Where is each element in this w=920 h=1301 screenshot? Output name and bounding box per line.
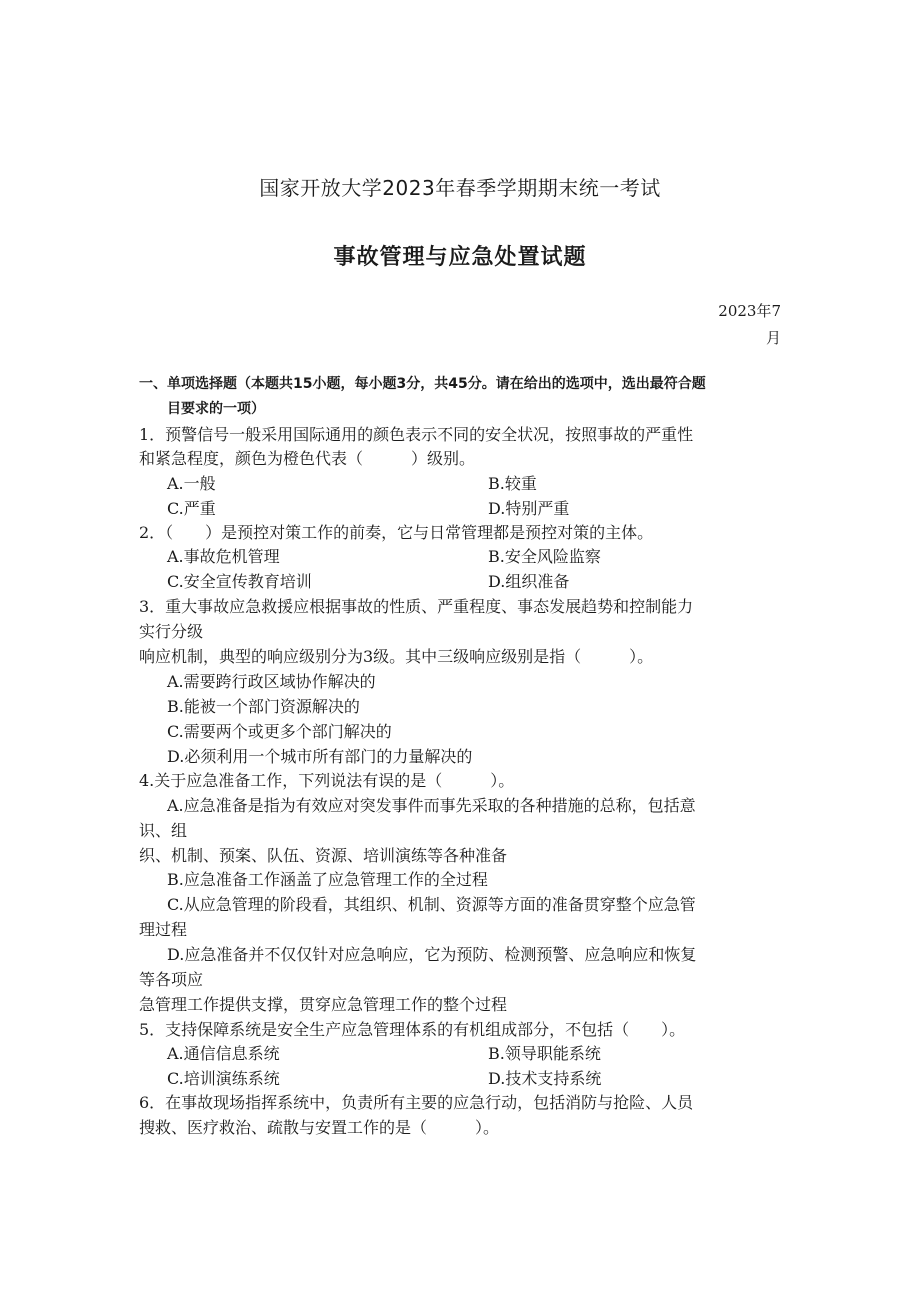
q4-option-d-line2: 等各项应 [139,970,204,989]
q2-option-d: D.组织准备 [488,572,570,591]
q6-stem-line2: 搜救、医疗救治、疏散与安置工作的是（ ）。 [139,1118,500,1137]
q4-option-b: B.应急准备工作涵盖了应急管理工作的全过程 [167,870,488,889]
q4-option-c-line1: C.从应急管理的阶段看，其组织、机制、资源等方面的准备贯穿整个应急管 [167,895,696,914]
q2-stem-line1: 2．（ ）是预控对策工作的前奏，它与日常管理都是预控对策的主体。 [139,523,654,542]
q1-option-d: D.特别严重 [488,499,570,518]
q5-stem-line1: 5．支持保障系统是安全生产应急管理体系的有机组成部分，不包括（ ）。 [139,1020,686,1039]
q6-stem-line1: 6．在事故现场指挥系统中，负责所有主要的应急行动，包括消防与抢险、人员 [139,1093,694,1112]
q4-stem-line1: 4.关于应急准备工作，下列说法有误的是（ ）。 [139,771,515,790]
subject-title: 事故管理与应急处置试题 [333,245,587,270]
q3-stem-line2: 实行分级 [139,622,204,641]
q4-option-a-line1: A.应急准备是指为有效应对突发事件而事先采取的各种措施的总称，包括意 [167,796,696,815]
q2-option-c: C.安全宣传教育培训 [167,572,312,591]
q5-option-b: B.领导职能系统 [488,1044,601,1063]
q1-stem-line1: 1．预警信号一般采用国际通用的颜色表示不同的安全状况，按照事故的严重性 [139,425,694,444]
q5-option-a: A.通信信息系统 [167,1044,280,1063]
section-title-line2: 目要求的一项） [167,401,265,417]
q1-stem-line2: 和紧急程度，颜色为橙色代表（ ）级别。 [139,449,476,468]
q5-option-c: C.培训演练系统 [167,1069,280,1088]
q2-option-a: A.事故危机管理 [167,547,280,566]
q4-option-d-line1: D.应急准备并不仅仅针对应急响应，它为预防、检测预警、应急响应和恢复 [167,945,697,964]
q1-option-b: B.较重 [488,474,537,493]
q4-option-a-line3: 织、机制、预案、队伍、资源、培训演练等各种准备 [139,846,508,865]
q4-option-a-line2: 识、组 [139,821,188,840]
exam-title: 国家开放大学2023年春季学期期末统一考试 [259,176,661,200]
q1-option-c: C.严重 [167,499,216,518]
q3-option-b: B.能被一个部门资源解决的 [167,697,360,716]
exam-date-line1: 2023年7 [718,302,781,320]
q3-option-a: A.需要跨行政区域协作解决的 [167,672,376,691]
q5-option-d: D.技术支持系统 [488,1069,602,1088]
q3-stem-line3: 响应机制，典型的响应级别分为3级。其中三级响应级别是指（ ）。 [139,647,654,666]
q1-option-a: A.一般 [167,474,216,493]
q3-option-c: C.需要两个或更多个部门解决的 [167,722,392,741]
section-title-line1: 一、单项选择题（本题共15小题，每小题3分，共45分。请在给出的选项中，选出最符合题 [139,376,706,392]
q4-option-d-line3: 急管理工作提供支撑，贯穿应急管理工作的整个过程 [139,995,508,1014]
q3-stem-line1: 3．重大事故应急救援应根据事故的性质、严重程度、事态发展趋势和控制能力 [139,597,694,616]
q4-option-c-line2: 理过程 [139,920,188,939]
exam-date-line2: 月 [765,329,781,347]
q3-option-d: D.必须利用一个城市所有部门的力量解决的 [167,747,473,766]
q2-option-b: B.安全风险监察 [488,547,601,566]
